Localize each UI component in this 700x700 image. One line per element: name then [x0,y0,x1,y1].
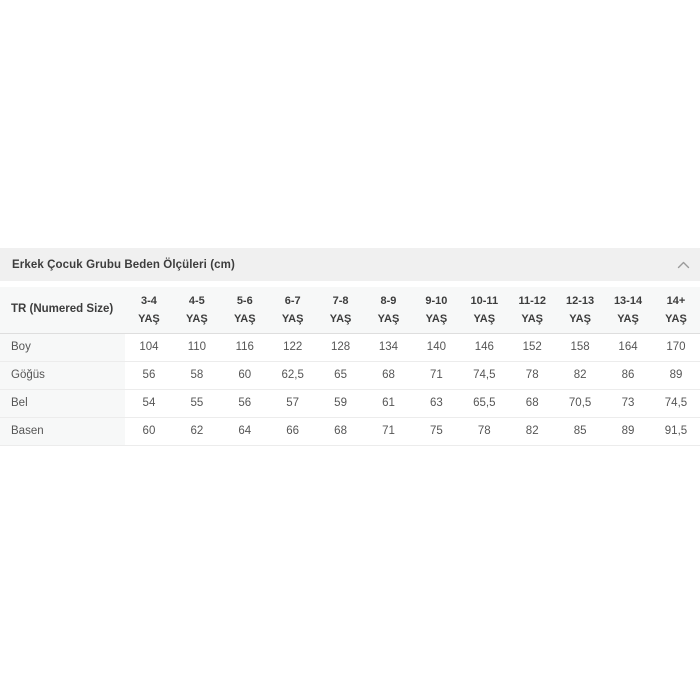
measurement-value: 82 [508,417,556,445]
measurement-value: 134 [365,333,413,361]
measurement-value: 71 [365,417,413,445]
table-row [0,417,700,445]
accordion-title: Erkek Çocuk Grubu Beden Ölçüleri (cm) [12,258,235,271]
measurement-value: 75 [412,417,460,445]
measurement-value: 59 [317,389,365,417]
measurement-value: 82 [556,361,604,389]
measurement-value: 56 [221,389,269,417]
measurement-value: 110 [173,333,221,361]
measurement-value: 74,5 [460,361,508,389]
measurement-value: 73 [604,389,652,417]
header-row [0,287,700,333]
measurement-value: 85 [556,417,604,445]
measurement-value: 104 [125,333,173,361]
age-column-header: 3-4 YAŞ [125,287,173,333]
age-column-header: 12-13 YAŞ [556,287,604,333]
measurement-label: Göğüs [0,361,125,389]
measurement-value: 54 [125,389,173,417]
measurement-value: 91,5 [652,417,700,445]
measurement-value: 89 [652,361,700,389]
age-column-header: 10-11 YAŞ [460,287,508,333]
measurement-value: 158 [556,333,604,361]
size-table-body [0,333,700,445]
measurement-value: 152 [508,333,556,361]
age-column-header: 14+ YAŞ [652,287,700,333]
measurement-value: 140 [412,333,460,361]
measurement-value: 128 [317,333,365,361]
measurement-label: Boy [0,333,125,361]
measurement-value: 78 [508,361,556,389]
chevron-up-icon[interactable] [677,261,690,269]
measurement-value: 146 [460,333,508,361]
measurement-value: 56 [125,361,173,389]
measurement-value: 78 [460,417,508,445]
corner-header: TR (Numered Size) [0,287,125,333]
size-table [0,287,700,446]
size-guide-panel [0,248,700,446]
measurement-label: Bel [0,389,125,417]
measurement-value: 68 [317,417,365,445]
measurement-value: 60 [125,417,173,445]
age-column-header: 7-8 YAŞ [317,287,365,333]
age-column-header: 5-6 YAŞ [221,287,269,333]
measurement-value: 62,5 [269,361,317,389]
age-column-header: 6-7 YAŞ [269,287,317,333]
measurement-value: 170 [652,333,700,361]
measurement-label: Basen [0,417,125,445]
measurement-value: 66 [269,417,317,445]
measurement-value: 164 [604,333,652,361]
measurement-value: 60 [221,361,269,389]
age-column-header: 13-14 YAŞ [604,287,652,333]
measurement-value: 64 [221,417,269,445]
age-column-header: 11-12 YAŞ [508,287,556,333]
measurement-value: 70,5 [556,389,604,417]
measurement-value: 86 [604,361,652,389]
age-column-header: 4-5 YAŞ [173,287,221,333]
measurement-value: 65 [317,361,365,389]
measurement-value: 62 [173,417,221,445]
table-row [0,389,700,417]
measurement-value: 55 [173,389,221,417]
measurement-value: 61 [365,389,413,417]
measurement-value: 57 [269,389,317,417]
age-column-header: 9-10 YAŞ [412,287,460,333]
size-table-head [0,287,700,333]
measurement-value: 71 [412,361,460,389]
table-row [0,361,700,389]
measurement-value: 68 [508,389,556,417]
age-column-header: 8-9 YAŞ [365,287,413,333]
measurement-value: 68 [365,361,413,389]
table-row [0,333,700,361]
measurement-value: 74,5 [652,389,700,417]
measurement-value: 63 [412,389,460,417]
measurement-value: 58 [173,361,221,389]
measurement-value: 116 [221,333,269,361]
measurement-value: 122 [269,333,317,361]
size-guide-accordion-header[interactable] [0,248,700,281]
measurement-value: 65,5 [460,389,508,417]
measurement-value: 89 [604,417,652,445]
